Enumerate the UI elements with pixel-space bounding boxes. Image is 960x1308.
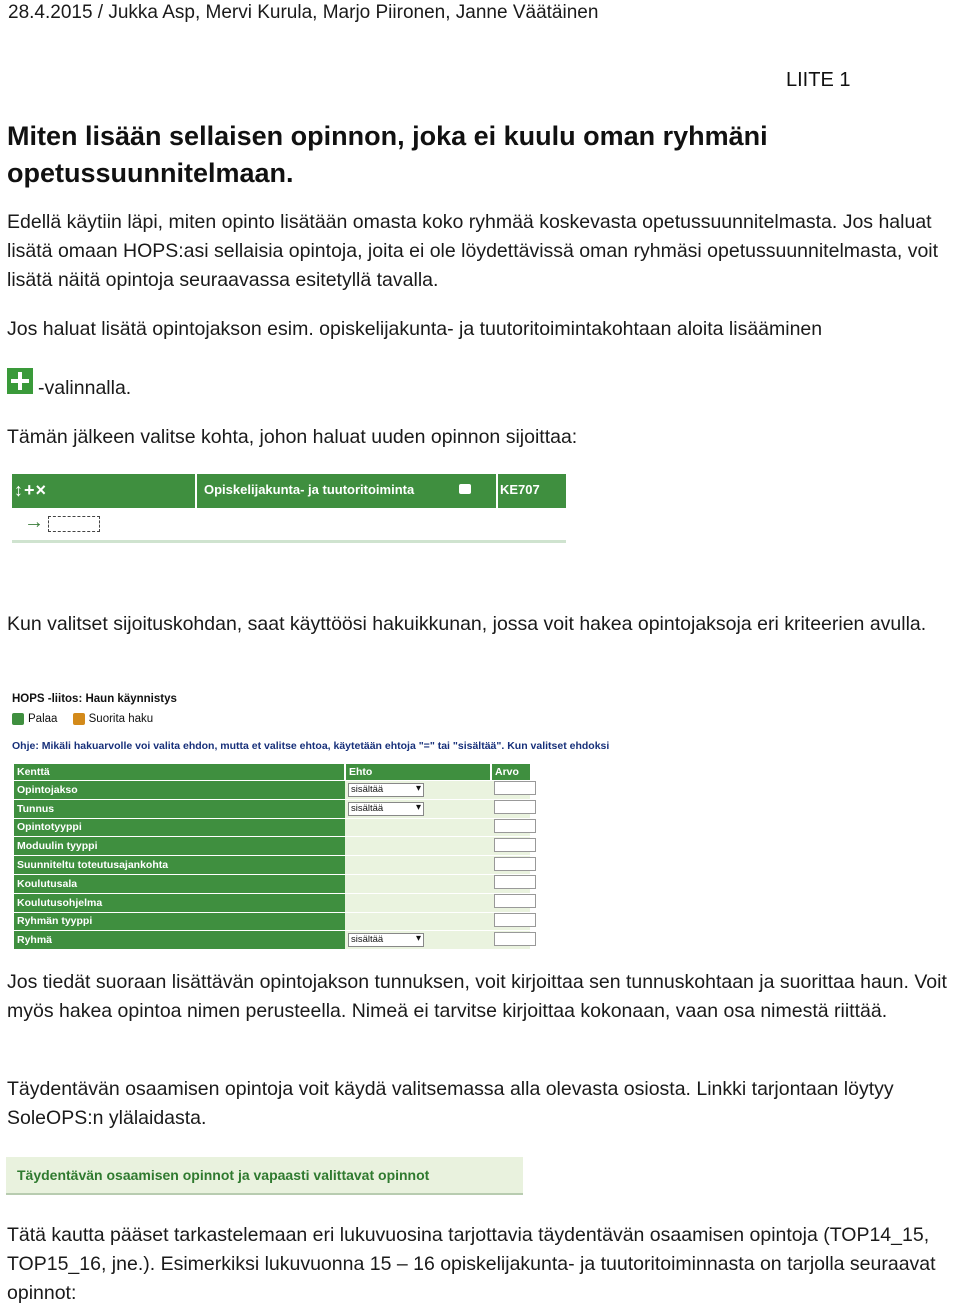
supplementary-studies-banner[interactable]	[6, 1157, 523, 1195]
search-window-screenshot	[12, 690, 610, 947]
document-header-meta: 28.4.2015 / Jukka Asp, Mervi Kurula, Marjo Piironen, Janne Väätäinen	[8, 2, 599, 23]
table-row: Moduulin tyyppi	[14, 837, 530, 856]
value-input[interactable]	[494, 781, 536, 795]
paragraph-select-location: Tämän jälkeen valitse kohta, johon haluat uuden opinnon sijoittaa:	[7, 426, 578, 448]
supplementary-studies-link[interactable]: Täydentävän osaamisen opinnot ja vapaasti valittavat opinnot	[17, 1167, 430, 1183]
paragraph-search-by-code: Jos tiedät suoraan lisättävän opintojakson tunnuksen, voit kirjoittaa sen tunnuskohtaan ja suorittaa haun. Voit myös hakea opintoa nimen perusteella. Nimeä ei tarvitse kirjoittaa kokonaan, vaan osa nimestä riittää.	[7, 971, 947, 1022]
search-criteria-table	[14, 764, 530, 950]
paragraph-supplementary: Täydentävän osaamisen opintoja voit käydä valitsemassa alla olevasta osiosta. Linkki tarjontaan löytyy SoleOPS:n ylälaidasta.	[7, 1078, 894, 1129]
value-input[interactable]	[494, 800, 536, 814]
header-condition: Ehto	[345, 764, 491, 781]
appendix-label: LIITE 1	[786, 69, 851, 91]
search-icon	[73, 713, 85, 725]
value-input[interactable]	[494, 932, 536, 946]
table-row: Ryhmän tyyppi	[14, 912, 530, 931]
curriculum-row-screenshot	[12, 474, 566, 540]
condition-select[interactable]: sisältää ▾	[348, 802, 424, 816]
value-input[interactable]	[494, 875, 536, 889]
run-search-button[interactable]: Suorita haku	[73, 713, 154, 725]
table-row: Opintotyyppi	[14, 818, 530, 837]
arrow-right-icon: →	[24, 511, 44, 533]
paragraph-intro: Edellä käytiin läpi, miten opinto lisätään omasta koko ryhmää koskevasta opetussuunnitelmasta. Jos haluat lisätä omaan HOPS:asi sellaisia opintoja, joita ei ole löydettävissä oman ryhmäsi opetussuunnitelmasta, voit lisätä näitä opintoja seuraavassa esitetyllä tavalla.	[7, 211, 939, 291]
value-input[interactable]	[494, 894, 536, 908]
condition-select[interactable]: sisältää ▾	[348, 933, 424, 947]
value-input[interactable]	[494, 819, 536, 833]
condition-select[interactable]: sisältää ▾	[348, 783, 424, 797]
table-row: Tunnus sisältää ▾	[14, 799, 530, 818]
insert-position-row[interactable]	[12, 508, 566, 543]
table-row: Suunniteltu toteutusajankohta	[14, 856, 530, 875]
header-field: Kenttä	[14, 764, 345, 781]
header-value: Arvo	[491, 764, 530, 781]
table-row: Koulutusohjelma	[14, 893, 530, 912]
value-input[interactable]	[494, 857, 536, 871]
table-row: Ryhmä sisältää ▾	[14, 931, 530, 950]
search-help-text: Ohje: Mikäli hakuarvolle voi valita ehdon, mutta et valitse ehtoa, käytetään ehtoja "=" tai "sisältää". Kun valitset ehdoksi	[12, 740, 610, 752]
page-title: Miten lisään sellaisen opinnon, joka ei kuulu oman ryhmäni opetussuunnitelmaan.	[7, 121, 768, 188]
insert-placeholder[interactable]	[48, 516, 100, 532]
back-icon	[12, 713, 24, 725]
paragraph-academic-years: Tätä kautta pääset tarkastelemaan eri lukuvuosina tarjottavia täydentävän osaamisen opintoja (TOP14_15, TOP15_16, jne.). Esimerkiksi lukuvuonna 15 – 16 opiskelijakunta- ja tuutoritoiminnasta on tarjolla seuraavat opinnot:	[7, 1224, 936, 1304]
paragraph-start-adding: Jos haluat lisätä opintojakson esim. opiskelijakunta- ja tuutoritoimintakohtaan aloita lisääminen	[7, 318, 823, 340]
add-plus-icon	[7, 368, 33, 394]
value-input[interactable]	[494, 838, 536, 852]
table-row: Koulutusala	[14, 874, 530, 893]
value-input[interactable]	[494, 913, 536, 927]
paragraph-search-window: Kun valitset sijoituskohdan, saat käyttöösi hakuikkunan, jossa voit hakea opintojaksoja eri kriteerien avulla.	[7, 613, 927, 635]
table-row: Opintojakso sisältää ▾	[14, 781, 530, 800]
search-window-title: HOPS -liitos: Haun käynnistys	[12, 693, 177, 705]
row-cell-code: KE707	[500, 482, 540, 497]
curriculum-row-header	[12, 474, 566, 508]
comment-icon[interactable]	[459, 484, 471, 494]
row-cell-name: Opiskelijakunta- ja tuutoritoiminta	[204, 482, 415, 497]
table-header-row	[14, 764, 530, 781]
row-tools-icons[interactable]: ↕+×	[14, 480, 48, 500]
back-button[interactable]: Palaa	[12, 713, 57, 725]
search-actions	[12, 713, 165, 728]
paragraph-with-selection: -valinnalla.	[38, 377, 132, 399]
